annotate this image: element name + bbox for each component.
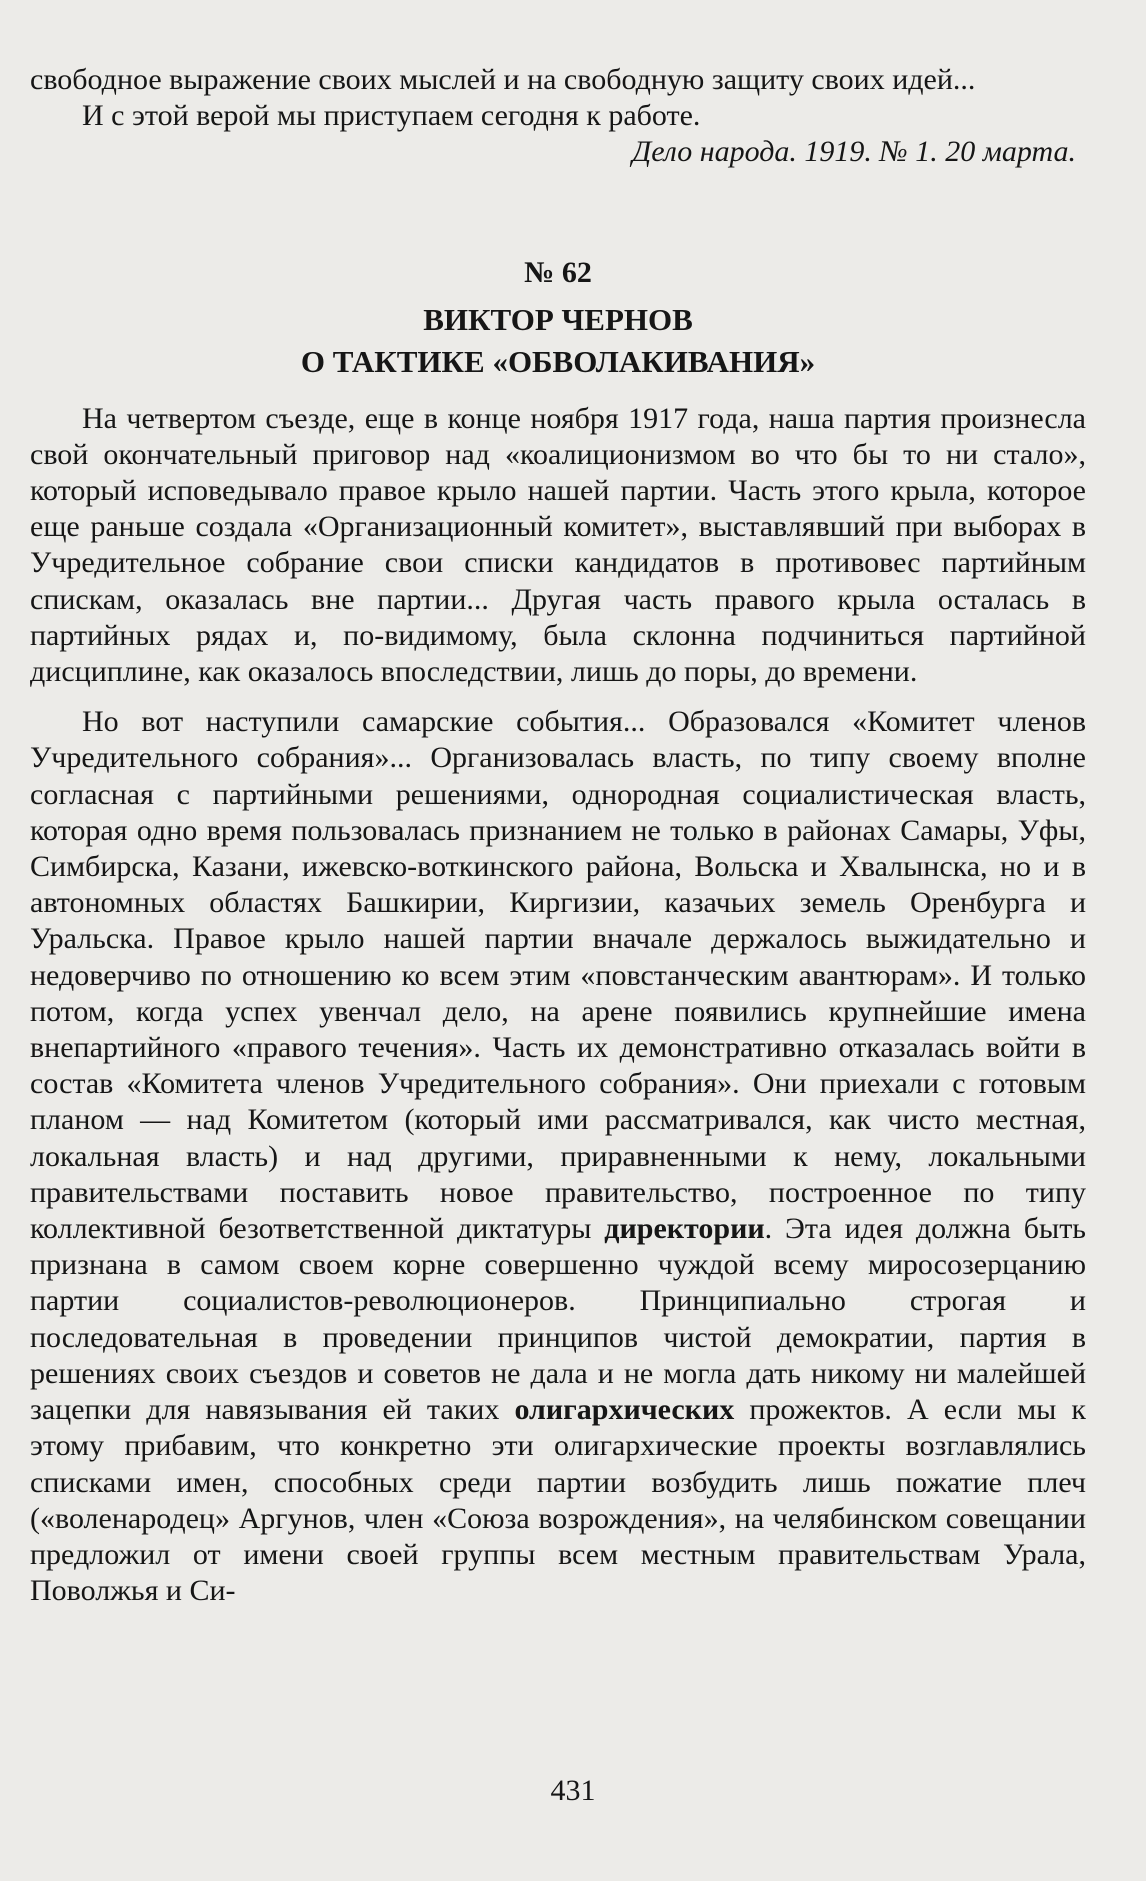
emphasis-directory: директории	[604, 1212, 765, 1246]
body-paragraph-2-part-a: Но вот наступили самарские события... Образовался «Комитет членов Учредительного собрания»... Организовалась власть, по типу своему вполне согласная с партийными решениями, однородная социалистическая власть, которая одно время пользовалась признанием не только в районах Самары, Уфы, Симбирска, Казани, ижевско-воткинского района, Вольска и Хвалынска, но и в автономных областях Башкирии, Киргизии, казачьих земель Оренбурга и Уральска. Правое крыло нашей партии вначале держалось выжидательно и недоверчиво по отношению ко всем этим «повстанческим авантюрам». И только потом, когда успех увенчал дело, на арене появились крупнейшие имена внепартийного «правого течения». Часть их демонстративно отказалась войти в состав «Комитета членов Учредительного собрания». Они приехали с готовым планом — над Комитетом (который ими рассматривался, как чисто местная, локальная власть) и над другими, приравненными к нему, локальными правительствами поставить новое правительство, построенное по типу коллективной безответственной диктатуры	[30, 705, 1086, 1246]
document-title: О ТАКТИКЕ «ОБВОЛАКИВАНИЯ»	[300, 343, 816, 379]
emphasis-oligarchic: олигархических	[514, 1393, 735, 1427]
body-paragraph-2-part-c: прожектов. А если мы к этому прибавим, что конкретно эти олигархические проекты возглавлялись списками имен, способных среди партии возбудить лишь пожатие плеч («воленародец» Аргунов, член «Союза возрождения», на челябинском совещании предложил от имени своей группы всем местным правительствам Урала, Поволжья и Си-	[30, 1393, 1086, 1608]
previous-document-ending: свободное выражение своих мыслей и на свободную защиту своих идей...	[30, 63, 976, 96]
source-citation: Дело народа. 1919. № 1. 20 марта.	[632, 135, 1076, 169]
document-number: № 62	[524, 255, 592, 289]
body-paragraph-1: На четвертом съезде, еще в конце ноября 1917 года, наша партия произнесла свой окончательный приговор над «коалиционизмом во что бы то ни стало», который исповедывало правое крыло нашей партии. Часть этого крыла, которое еще раньше создала «Организационный комитет», выставлявший при выборах в Учредительное собрание свои списки кандидатов в противовес партийным спискам, оказалась вне партии... Другая часть правого крыла осталась в партийных рядах и, по-видимому, была склонна подчиниться партийной дисциплине, как оказалось впоследствии, лишь до поры, до времени.	[30, 401, 1086, 689]
paragraph-gap	[30, 690, 1086, 704]
body-paragraph-2-part-b: . Эта идея должна быть признана в самом своем корне совершенно чуждой всему миросозерцанию партии социалистов-революционеров. Принципиально строгая и последовательная в проведении принципов чистой демократии, партия в решениях своих съездов и советов не дала и не могла дать никому ни малейшей зацепки для навязывания ей таких	[30, 1212, 1086, 1427]
page-number: 431	[550, 1774, 596, 1807]
previous-document-closing-line: И с этой верой мы приступаем сегодня к работе.	[82, 99, 701, 133]
body-paragraph-2	[30, 704, 1086, 1609]
document-author: ВИКТОР ЧЕРНОВ	[423, 301, 693, 337]
